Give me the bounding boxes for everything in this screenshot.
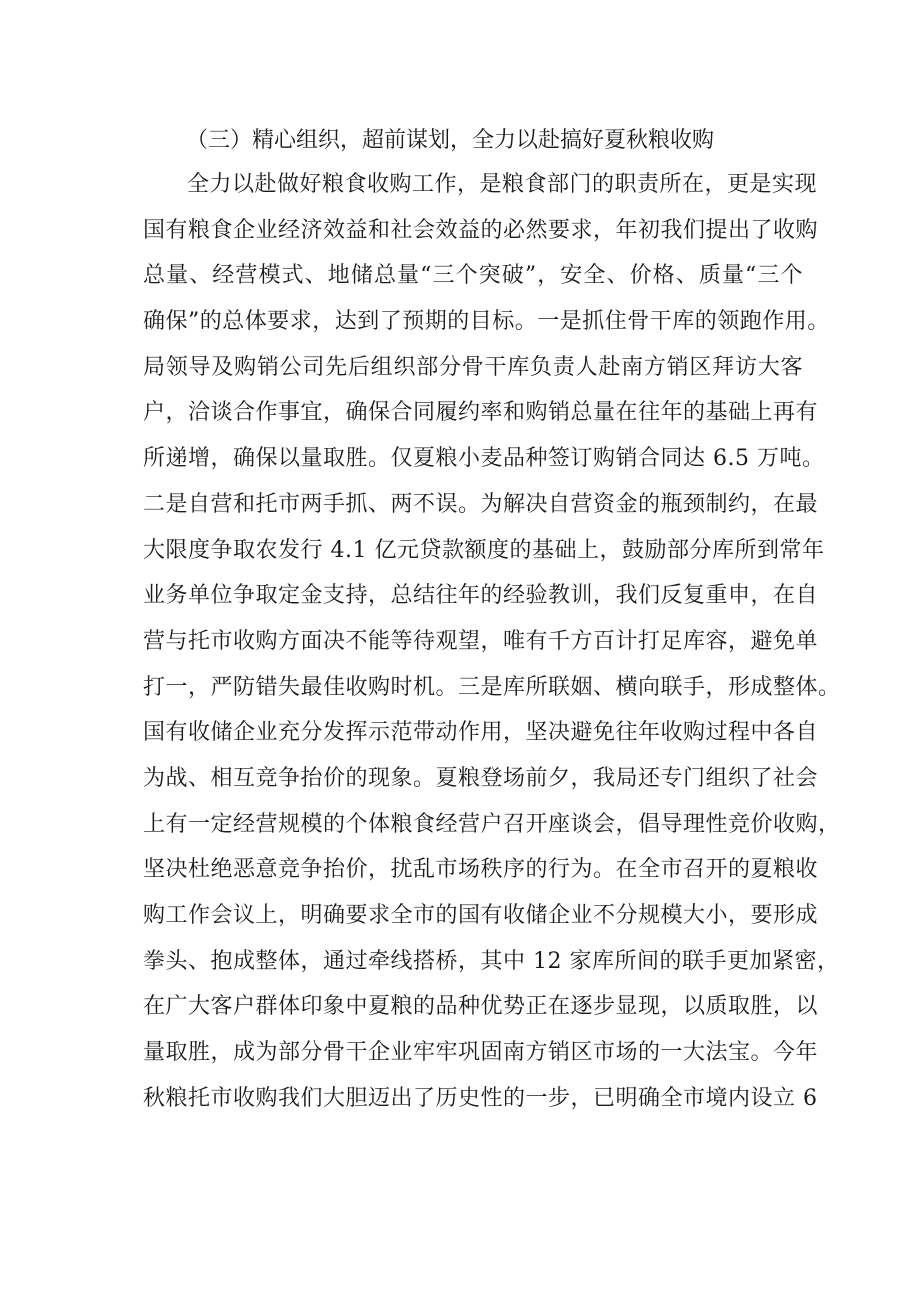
body-paragraph [143, 162, 841, 1121]
text-line: 二是自营和托市两手抓、两不误。为解决自营资金的瓶颈制约，在最 [143, 491, 819, 517]
text-line: 为战、相互竞争抬价的现象。夏粮登场前夕，我局还专门组织了社会 [143, 765, 819, 791]
section-heading: （三）精心组织，超前谋划，全力以赴搞好夏秋粮收购 [186, 128, 715, 153]
text-line: 业务单位争取定金支持，总结往年的经验教训，我们反复重申，在自 [143, 583, 819, 609]
text-line: 购工作会议上，明确要求全市的国有收储企业不分规模大小，要形成 [143, 903, 819, 928]
text-line: 大限度争取农发行 4.1 亿元贷款额度的基础上，鼓励部分库所到常年 [143, 537, 825, 563]
text-line: 在广大客户群体印象中夏粮的品种优势正在逐步显现，以质取胜，以 [143, 994, 819, 1020]
text-line: 营与托市收购方面决不能等待观望，唯有千方百计打足库容，避免单 [143, 628, 819, 654]
text-line: 确保”的总体要求，达到了预期的目标。一是抓住骨干库的领跑作用。 [143, 309, 830, 335]
text-line: 坚决杜绝恶意竞争抬价，扰乱市场秩序的行为。在全市召开的夏粮收 [143, 857, 819, 883]
text-line: 所递增，确保以量取胜。仅夏粮小麦品种签订购销合同达 6.5 万吨。 [143, 446, 825, 472]
text-line: 局领导及购销公司先后组织部分骨干库负责人赴南方销区拜访大客 [143, 354, 803, 380]
text-line: 上有一定经营规模的个体粮食经营户召开座谈会，倡导理性竞价收购， [143, 811, 841, 837]
text-line: 户，洽谈合作事宜，确保合同履约率和购销总量在往年的基础上再有 [143, 400, 819, 426]
text-line: 量取胜，成为部分骨干企业牢牢巩固南方销区市场的一大法宝。今年 [143, 1040, 819, 1066]
text-line: 国有粮食企业经济效益和社会效益的必然要求，年初我们提出了收购 [143, 217, 819, 243]
text-line: 总量、经营模式、地储总量“三个突破”，安全、价格、质量“三个 [143, 263, 803, 289]
text-line: 全力以赴做好粮食收购工作，是粮食部门的职责所在，更是实现 [187, 172, 818, 197]
text-line: 国有收储企业充分发挥示范带动作用，坚决避免往年收购过程中各自 [143, 720, 819, 746]
text-line: 拳头、抱成整体，通过牵线搭桥，其中 12 家库所间的联手更加紧密， [143, 948, 840, 974]
text-line: 打一，严防错失最佳收购时机。三是库所联姻、横向联手，形成整体。 [143, 674, 841, 700]
text-line: 秋粮托市收购我们大胆迈出了历史性的一步，已明确全市境内设立 6 [143, 1085, 818, 1111]
